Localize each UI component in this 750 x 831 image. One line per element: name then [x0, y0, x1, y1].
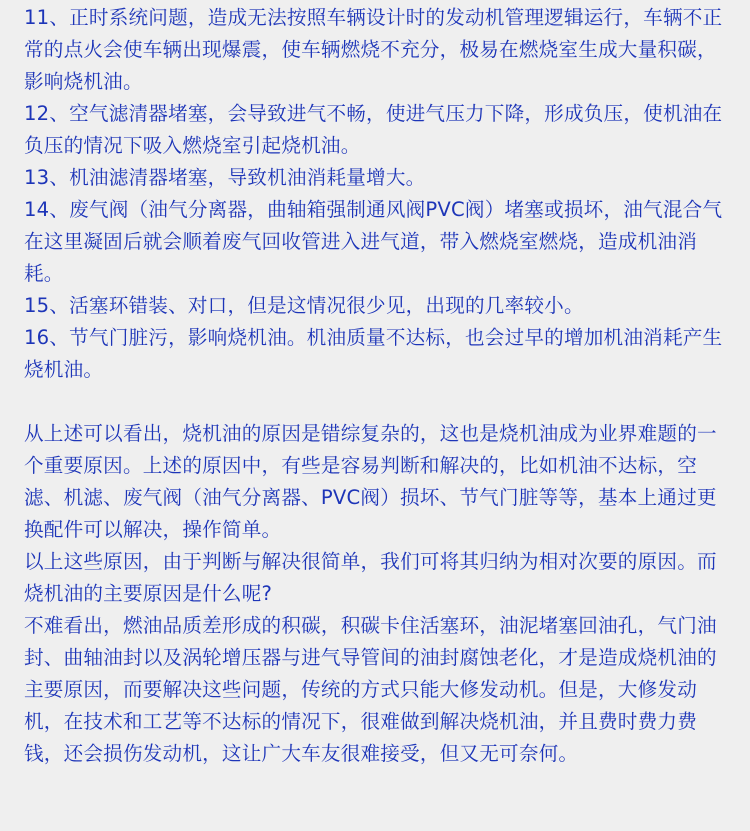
paragraph-spacer [24, 386, 726, 418]
cause-item-13: 13、机油滤清器堵塞，导致机油消耗量增大。 [24, 166, 426, 189]
cause-item-16: 16、节气门脏污，影响烧机油。机油质量不达标，也会过早的增加机油消耗产生烧机油。 [24, 326, 723, 381]
summary-paragraph-2: 以上这些原因，由于判断与解决很简单，我们可将其归纳为相对次要的原因。而烧机油的主要原因是什么呢? [24, 550, 717, 605]
summary-paragraph-1: 从上述可以看出，烧机油的原因是错综复杂的，这也是烧机油成为业界难题的一个重要原因。上述的原因中，有些是容易判断和解决的，比如机油不达标，空滤、机滤、废气阀（油气分离器、PVC阀）损坏、节气门脏等等，基本上通过更换配件可以解决，操作简单。 [24, 422, 717, 541]
cause-item-12: 12、空气滤清器堵塞，会导致进气不畅，使进气压力下降，形成负压，使机油在负压的情况下吸入燃烧室引起烧机油。 [24, 102, 723, 157]
cause-item-11: 11、正时系统问题，造成无法按照车辆设计时的发动机管理逻辑运行，车辆不正常的点火会使车辆出现爆震，使车辆燃烧不充分，极易在燃烧室生成大量积碳，影响烧机油。 [24, 6, 723, 93]
summary-paragraph-3: 不难看出，燃油品质差形成的积碳，积碳卡住活塞环，油泥堵塞回油孔，气门油封、曲轴油封以及涡轮增压器与进气导管间的油封腐蚀老化，才是造成烧机油的主要原因，而要解决这些问题，传统的方式只能大修发动机。但是，大修发动机，在技术和工艺等不达标的情况下，很难做到解决烧机油，并且费时费力费钱，还会损伤发动机，这让广大车友很难接受，但又无可奈何。 [24, 614, 717, 765]
cause-item-14: 14、废气阀（油气分离器，曲轴箱强制通风阀PVC阀）堵塞或损坏，油气混合气在这里凝固后就会顺着废气回收管进入进气道，带入燃烧室燃烧，造成机油消耗。 [24, 198, 723, 285]
cause-item-15: 15、活塞环错装、对口，但是这情况很少见，出现的几率较小。 [24, 294, 584, 317]
